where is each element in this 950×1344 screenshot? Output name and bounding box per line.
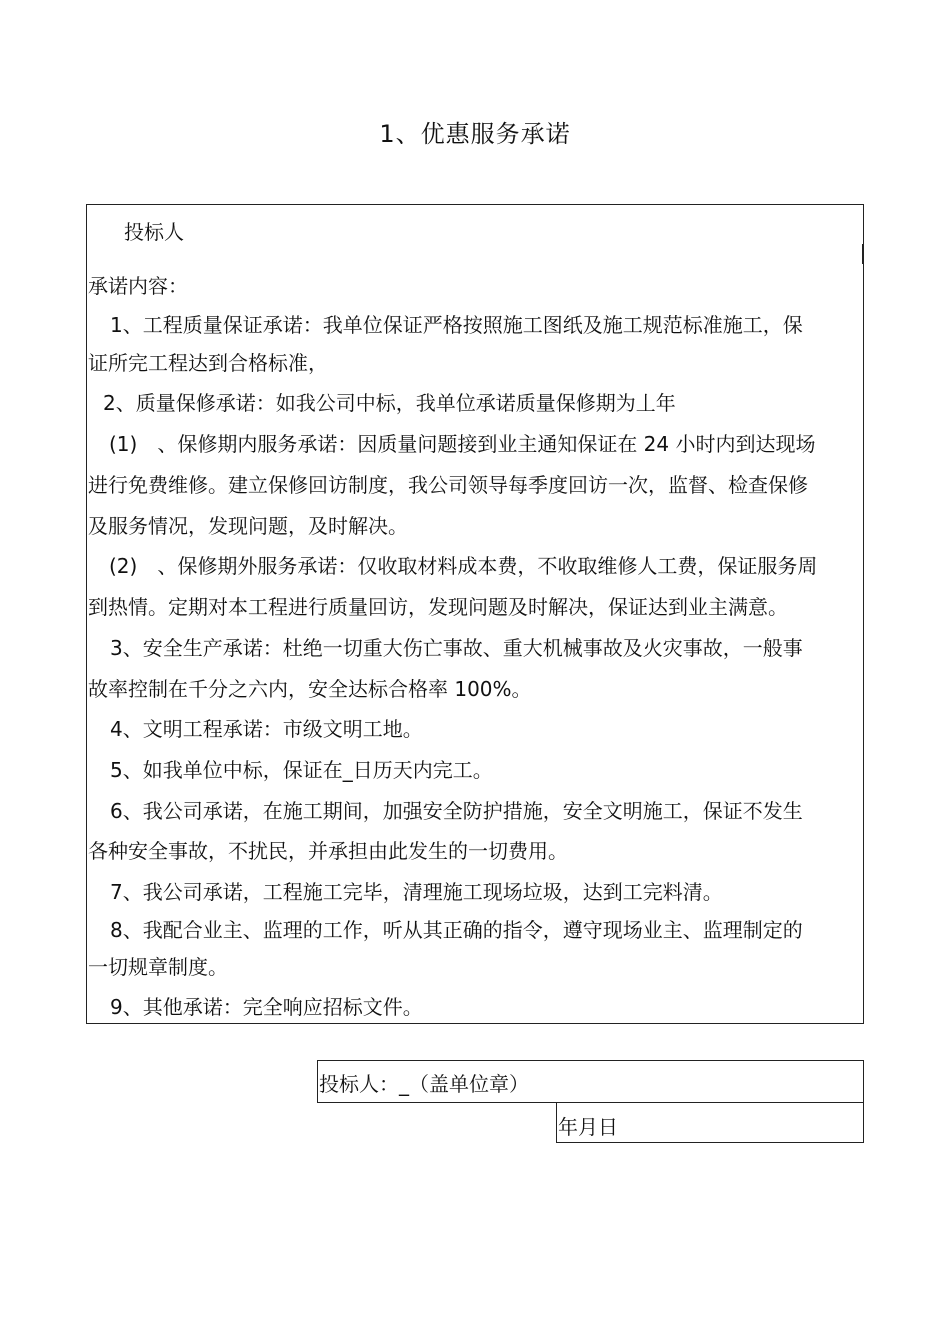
commitment-line: 3、安全生产承诺：杜绝一切重大伤亡事故、重大机械事故及火灾事故，一般事 <box>110 636 803 660</box>
commitment-line: 2、质量保修承诺：如我公司中标，我单位承诺质量保修期为丄年 <box>103 391 676 415</box>
commitment-line: 故率控制在千分之六内，安全达标合格率 100%。 <box>88 677 532 701</box>
bidder-seal-label: 投标人：_（盖单位章） <box>319 1072 529 1096</box>
commitment-line: 4、文明工程承诺：市级文明工地。 <box>110 717 423 741</box>
commitment-line: (1) 、保修期内服务承诺：因质量问题接到业主通知保证在 24 小时内到达现场 <box>109 432 816 456</box>
table-divider-right <box>862 244 863 264</box>
commitment-line: 各种安全事故，不扰民，并承担由此发生的一切费用。 <box>88 839 568 863</box>
commitment-line: 进行免费维修。建立保修回访制度，我公司领导每季度回访一次，监督、检查保修 <box>88 473 808 497</box>
commitment-line: (2) 、保修期外服务承诺：仅收取材料成本费，不收取维修人工费，保证服务周 <box>109 554 818 578</box>
commitment-line: 7、我公司承诺，工程施工完毕，清理施工现场垃圾，达到工完料清。 <box>110 880 723 904</box>
commitment-line: 9、其他承诺：完全响应招标文件。 <box>110 995 423 1019</box>
table-divider-left <box>86 244 87 264</box>
content-label: 承诺内容： <box>88 274 188 298</box>
commitment-line: 证所完工程达到合格标准， <box>88 351 328 375</box>
bidder-label: 投标人 <box>124 220 184 244</box>
commitment-line: 1、工程质量保证承诺：我单位保证严格按照施工图纸及施工规范标准施工，保 <box>110 313 803 337</box>
document-title: 1、优惠服务承诺 <box>379 120 571 148</box>
commitment-line: 6、我公司承诺，在施工期间，加强安全防护措施，安全文明施工，保证不发生 <box>110 799 803 823</box>
commitment-line: 及服务情况，发现问题，及时解决。 <box>88 514 408 538</box>
date-label: 年月日 <box>558 1115 618 1139</box>
commitment-line: 8、我配合业主、监理的工作，听从其正确的指令，遵守现场业主、监理制定的 <box>110 918 803 942</box>
commitment-line: 到热情。定期对本工程进行质量回访，发现问题及时解决，保证达到业主满意。 <box>88 595 788 619</box>
commitment-line: 一切规章制度。 <box>88 955 228 979</box>
commitment-line: 5、如我单位中标，保证在_日历天内完工。 <box>110 758 493 782</box>
